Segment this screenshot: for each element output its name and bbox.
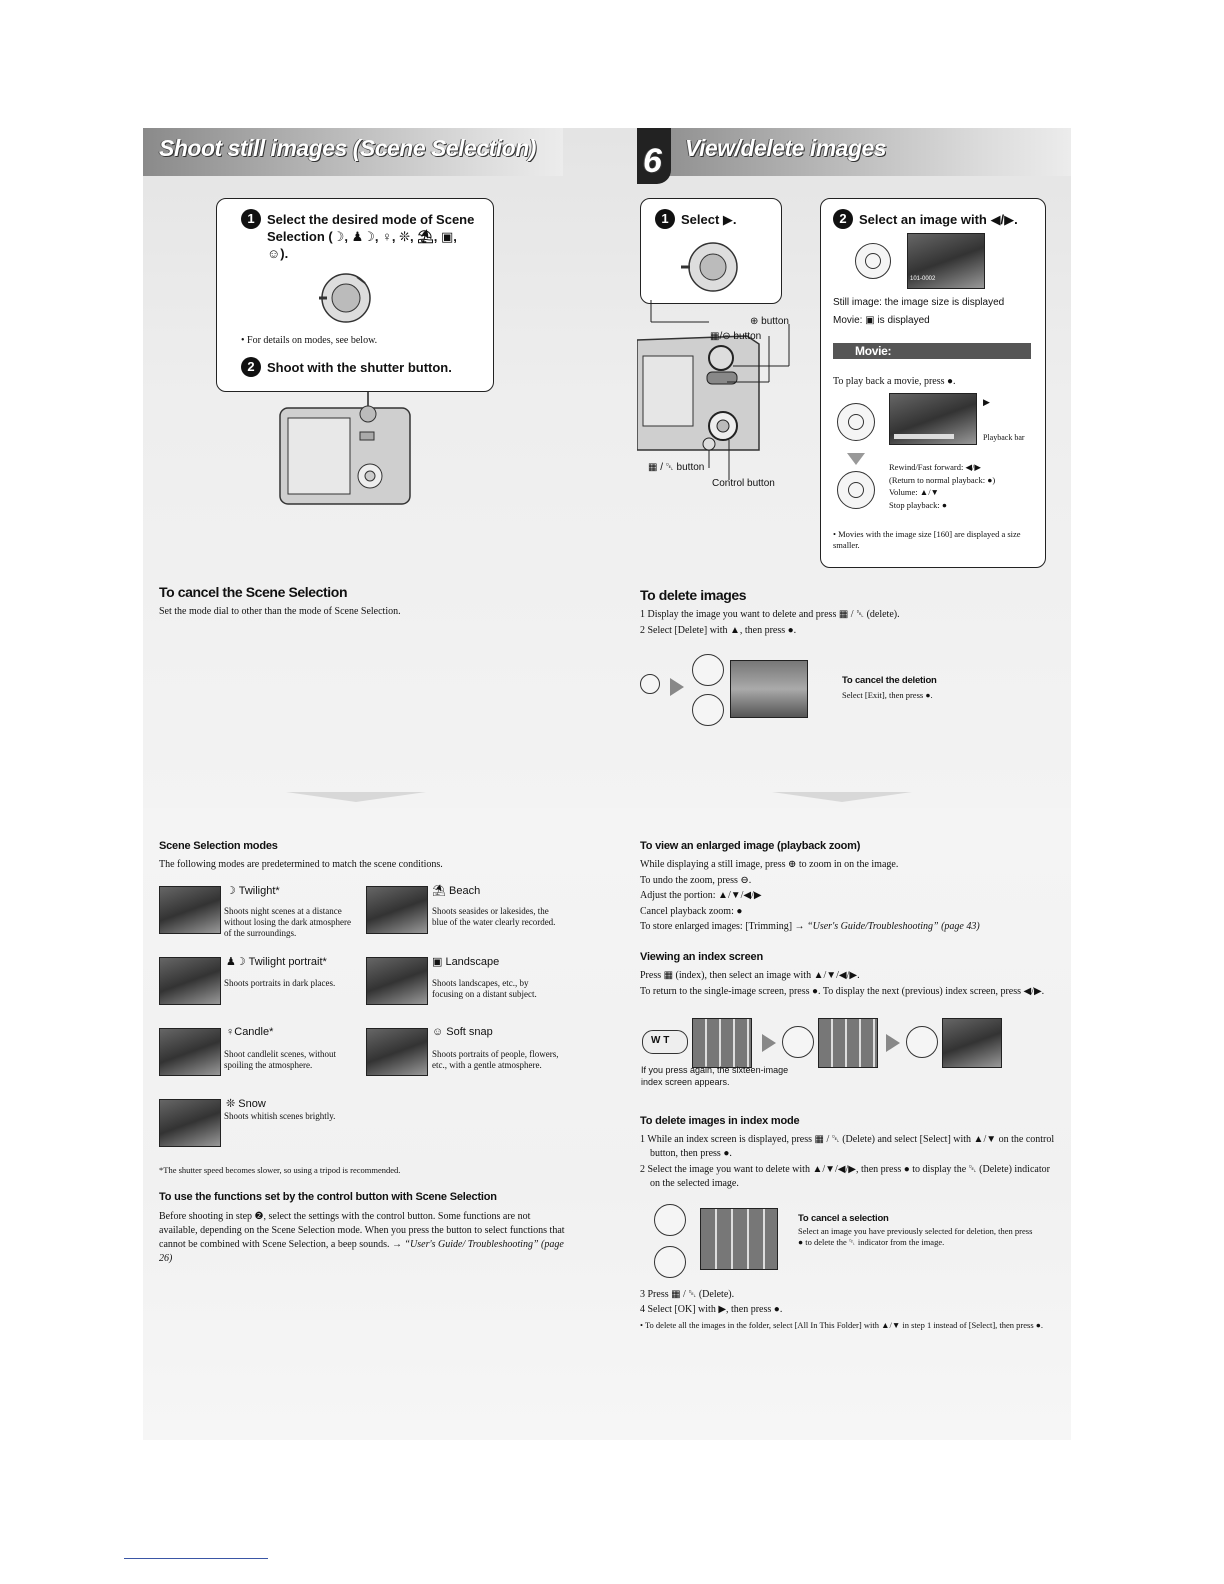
soft-snap-photo xyxy=(366,1028,428,1076)
view-step-2-text: Select an image with ◀/▶. xyxy=(859,212,1018,227)
candle-title: ♀Candle* xyxy=(226,1026,274,1038)
zoom-line-4: Cancel playback zoom: ● xyxy=(640,905,743,917)
index-control-icon-1[interactable] xyxy=(782,1026,814,1058)
delete-index-step-4: 4 Select [OK] with ▶, then press ●. xyxy=(640,1304,783,1315)
step-2-badge: 2 xyxy=(241,357,261,377)
delete-index-control-icon-1[interactable] xyxy=(654,1204,686,1236)
landscape-desc: Shoots landscapes, etc., by focusing on a distant subject. xyxy=(432,978,537,999)
movie-heading-bar xyxy=(833,343,1031,359)
center-button-icon[interactable] xyxy=(865,253,881,269)
left-header-title: Shoot still images (Scene Selection) xyxy=(159,135,536,161)
soft-snap-title: ☺ Soft snap xyxy=(432,1026,493,1038)
index-control-icon-2[interactable] xyxy=(906,1026,938,1058)
beach-title: ⛱ Beach xyxy=(432,885,481,897)
step-2-text: Shoot with the shutter button. xyxy=(267,360,452,375)
right-header-band xyxy=(637,128,1071,180)
rewind-text: Rewind/Fast forward: ◀/▶ xyxy=(889,462,981,472)
control-functions-ref: “User's Guide/ Troubleshooting” (page 26) xyxy=(159,1239,564,1264)
step-1-badge: 1 xyxy=(241,209,261,229)
delete-step-1: 1 Display the image you want to delete and press ▦ / ␡ (delete). xyxy=(640,609,900,620)
control-button-icon[interactable] xyxy=(855,243,891,279)
scene-modes-heading: Scene Selection modes xyxy=(159,840,278,852)
cancel-deletion-text: Select [Exit], then press ●. xyxy=(842,690,933,700)
right-chevron-divider xyxy=(772,792,912,802)
zoom-line-5-text: To store enlarged images: [Trimming] → xyxy=(640,921,805,932)
landscape-title: ▣ Landscape xyxy=(432,956,500,968)
right-header-number: 6 xyxy=(643,142,662,180)
twilight-title: ☽ Twilight* xyxy=(226,885,280,897)
still-image-note: Still image: the image size is displayed xyxy=(833,297,1005,308)
zoom-lines xyxy=(640,857,980,935)
delete-center-control-icon[interactable] xyxy=(692,694,724,726)
delete-screen-photo xyxy=(730,660,808,718)
movie-play-text: To play back a movie, press ●. xyxy=(833,376,956,387)
left-header-band xyxy=(143,128,563,176)
playback-dial-icon[interactable] xyxy=(681,237,741,297)
index-screen-16 xyxy=(818,1018,878,1068)
delete-index-step-1: 1 While an index screen is displayed, press ▦ / ␡ (Delete) and select [Select] with ▲/▼ on the control button, then press ●. xyxy=(640,1134,1055,1159)
scene-modes-intro: The following modes are predetermined to match the scene conditions. xyxy=(159,859,443,870)
delete-images-heading: To delete images xyxy=(640,587,747,603)
zoom-ref: “User's Guide/Troubleshooting” (page 43) xyxy=(807,921,980,932)
camera-illustration-left xyxy=(278,392,414,496)
view-step-2-badge: 2 xyxy=(833,209,853,229)
left-chevron-divider xyxy=(286,792,426,802)
zoom-line-3: Adjust the portion: ▲/▼/◀/▶ xyxy=(640,890,762,901)
twilight-photo xyxy=(159,886,221,934)
index-button-label: ▦/⊖ button xyxy=(710,331,762,342)
candle-desc: Shoot candlelit scenes, without spoiling the atmosphere. xyxy=(224,1049,336,1070)
cancel-scene-text: Set the mode dial to other than the mode of Scene Selection. xyxy=(159,606,401,617)
down-arrow-icon xyxy=(847,453,865,465)
select-image-box xyxy=(820,198,1046,568)
candle-photo xyxy=(159,1028,221,1076)
snow-desc: Shoots whitish scenes brightly. xyxy=(224,1111,336,1121)
step-1-text: Select the desired mode of Scene Selection (☽, ♟☽, ♀, ❊, ⛱, ▣, ☺). xyxy=(267,212,475,261)
return-text: (Return to normal playback: ●) xyxy=(889,474,996,485)
zoom-line-1: While displaying a still image, press ⊕ to zoom in on the image. xyxy=(640,859,899,870)
movie-controls-list xyxy=(889,461,995,511)
delete-index-screen xyxy=(700,1208,778,1270)
movie-control-icon[interactable] xyxy=(837,403,875,441)
cancel-selection-text: Select an image you have previously selected for deletion, then press ● to delete the ␡ indicator from the image. xyxy=(798,1226,1033,1247)
view-step-1-badge: 1 xyxy=(655,209,675,229)
cancel-deletion-heading: To cancel the deletion xyxy=(842,675,937,686)
twilight-portrait-title: ♟☽ Twilight portrait* xyxy=(226,956,327,968)
index-line-2: To return to the single-image screen, press ●. To display the next (previous) index screen, press ◀/▶. xyxy=(640,986,1045,997)
modes-note: • For details on modes, see below. xyxy=(241,335,378,346)
zoom-button-label: ⊕ button xyxy=(750,316,789,327)
index-arrow-1 xyxy=(762,1034,776,1052)
zoom-line-5 xyxy=(640,919,980,935)
twilight-portrait-photo xyxy=(159,957,221,1005)
movie-note: Movie: ▣ is displayed xyxy=(833,315,930,326)
landscape-photo xyxy=(366,957,428,1005)
select-playback-box xyxy=(640,198,782,304)
footer-rule xyxy=(124,1558,268,1559)
delete-button-label: ▦ / ␡ button xyxy=(648,462,705,473)
snow-title: ❊ Snow xyxy=(226,1098,266,1110)
image-number-label: 101-0002 xyxy=(910,276,936,282)
cancel-scene-heading: To cancel the Scene Selection xyxy=(159,584,348,600)
right-header-title: View/delete images xyxy=(685,135,887,161)
view-step-1-text: Select ▶. xyxy=(681,212,737,227)
scene-selection-box xyxy=(216,198,494,392)
control-functions-body: Before shooting in step ❷, select the settings with the control button. Some functions are not available, depending on the Scene Selection mode. When you press the button to select functions that cannot be combined with Scene Selection, a beep sounds. → xyxy=(159,1211,565,1250)
index-single-screen xyxy=(942,1018,1002,1068)
zoom-line-2: To undo the zoom, press ⊖. xyxy=(640,874,752,886)
playback-bar-label: Playback bar xyxy=(983,433,1025,442)
snow-photo xyxy=(159,1099,221,1147)
volume-text: Volume: ▲/▼ xyxy=(889,487,939,497)
zoom-lever-icon[interactable] xyxy=(642,1030,688,1054)
stop-text: Stop playback: ● xyxy=(889,499,948,510)
delete-up-control-icon[interactable] xyxy=(692,654,724,686)
soft-snap-desc: Shoots portraits of people, flowers, etc., with a gentle atmosphere. xyxy=(432,1049,559,1070)
beach-desc: Shoots seasides or lakesides, the blue of the water clearly recorded. xyxy=(432,906,556,927)
tripod-footnote: *The shutter speed becomes slower, so using a tripod is recommended. xyxy=(159,1165,401,1175)
delete-arrow-icon xyxy=(670,678,684,696)
control-functions-text xyxy=(159,1210,569,1266)
delete-index-step-3: 3 Press ▦ / ␡ (Delete). xyxy=(640,1289,735,1300)
delete-index-control-icon-2[interactable] xyxy=(654,1246,686,1278)
control-button-label: Control button xyxy=(712,478,775,489)
movie-center-icon[interactable] xyxy=(848,414,864,430)
movie-size-note: • Movies with the image size [160] are displayed a size smaller. xyxy=(833,529,1021,550)
beach-photo xyxy=(366,886,428,934)
playback-bar xyxy=(894,434,954,439)
delete-step-2: 2 Select [Delete] with ▲, then press ●. xyxy=(640,625,797,636)
movie-control-icon-2[interactable] xyxy=(837,471,875,509)
twilight-desc: Shoots night scenes at a distance without losing the dark atmosphere of the surroundings. xyxy=(224,906,351,938)
play-symbol: ▶ xyxy=(983,397,990,407)
delete-button-icon[interactable] xyxy=(640,674,660,694)
zoom-lever-label: W T xyxy=(651,1035,670,1046)
movie-photo xyxy=(889,393,977,445)
index-heading: Viewing an index screen xyxy=(640,951,763,963)
index-caption: If you press again, the sixteen-image index screen appears. xyxy=(641,1065,789,1087)
twilight-portrait-desc: Shoots portraits in dark places. xyxy=(224,978,336,988)
zoom-heading: To view an enlarged image (playback zoom) xyxy=(640,840,861,852)
delete-index-step-2: 2 Select the image you want to delete with ▲/▼/◀/▶, then press ● to display the ␡ (Delete) indicator on the selected image. xyxy=(640,1164,1050,1189)
cancel-selection-heading: To cancel a selection xyxy=(798,1213,889,1224)
index-arrow-2 xyxy=(886,1034,900,1052)
mode-dial-icon[interactable] xyxy=(317,269,375,327)
delete-index-heading: To delete images in index mode xyxy=(640,1115,800,1127)
control-functions-heading: To use the functions set by the control button with Scene Selection xyxy=(159,1191,497,1203)
arch-photo xyxy=(907,233,985,289)
movie-center-icon-2[interactable] xyxy=(848,482,864,498)
step-number-badge xyxy=(637,128,671,184)
index-line-1: Press ▦ (index), then select an image with ▲/▼/◀/▶. xyxy=(640,970,860,981)
index-screen-4 xyxy=(692,1018,752,1068)
delete-all-note: • To delete all the images in the folder, select [All In This Folder] with ▲/▼ in step 1 instead of [Select], then press ●. xyxy=(640,1320,1044,1330)
movie-heading: Movie: xyxy=(855,344,892,358)
